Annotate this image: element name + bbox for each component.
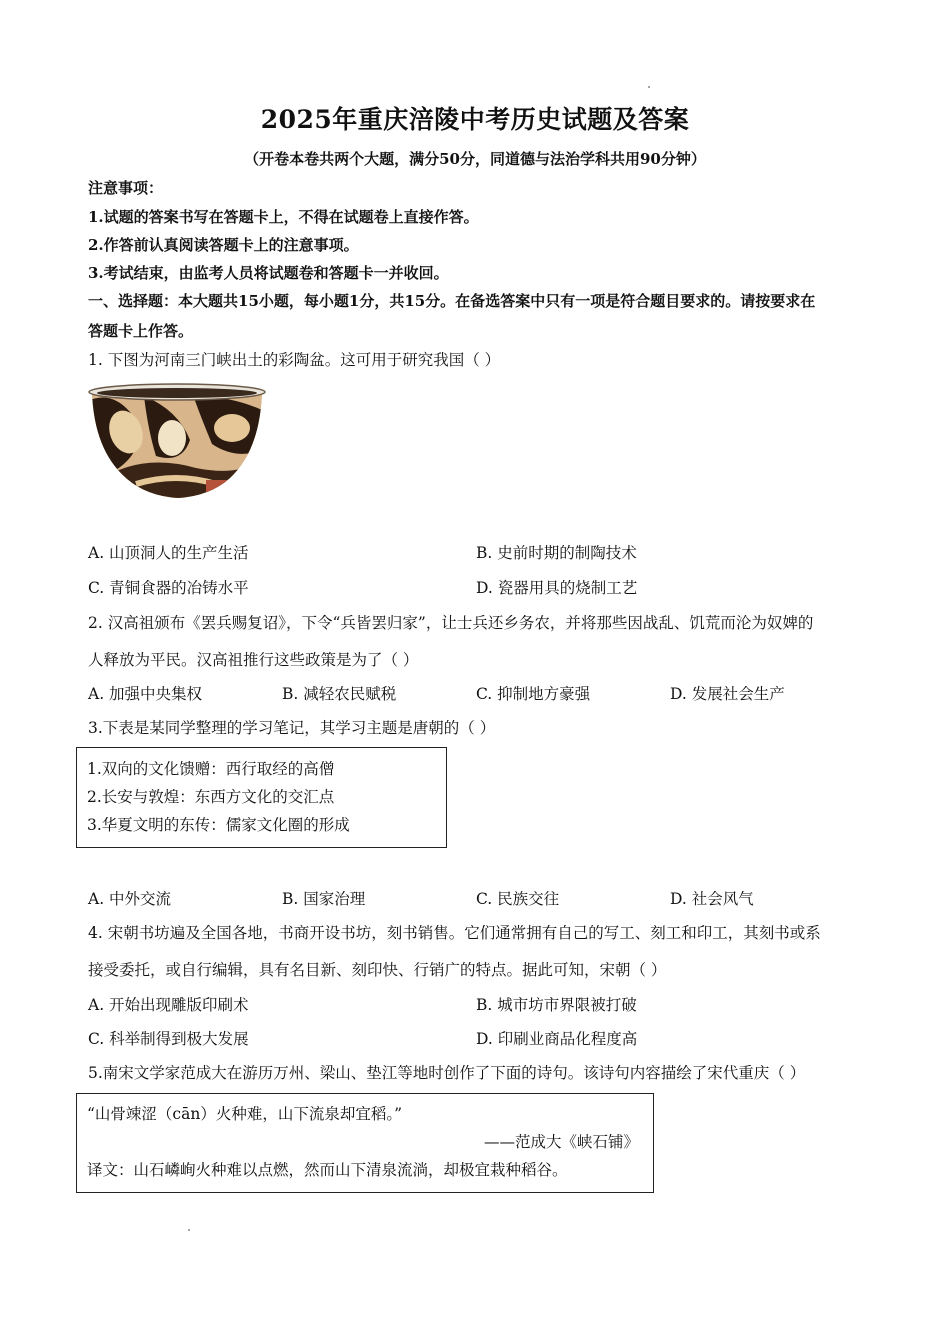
notice-item: 3.考试结束，由监考人员将试题卷和答题卡一并收回。 bbox=[88, 264, 449, 282]
q3-option-d: D. 社会风气 bbox=[670, 890, 754, 908]
q3-option-b: B. 国家治理 bbox=[282, 890, 366, 908]
question-1-stem: 1. 下图为河南三门峡出土的彩陶盆。这可用于研究我国（ ） bbox=[88, 351, 501, 369]
poem-text: “山骨竦涩（cān）火种难，山下流泉却宜稻。” bbox=[87, 1105, 403, 1123]
q2-option-b: B. 减轻农民赋税 bbox=[282, 685, 397, 703]
question-2-stem-cont: 人释放为平民。汉高祖推行这些政策是为了（ ） bbox=[88, 651, 419, 669]
poem-box bbox=[76, 1093, 654, 1193]
note-line: 1.双向的文化馈赠：西行取经的高僧 bbox=[87, 760, 335, 778]
notice-item: 2.作答前认真阅读答题卡上的注意事项。 bbox=[88, 236, 359, 254]
study-notes-box bbox=[76, 747, 447, 848]
q3-option-c: C. 民族交往 bbox=[476, 890, 560, 908]
q3-option-a: A. 中外交流 bbox=[88, 890, 172, 908]
section-heading: 一、选择题：本大题共15小题，每小题1分，共15分。在备选答案中只有一项是符合题目要求的。请按要求在 bbox=[88, 292, 816, 310]
poem-source: ——范成大《峡石铺》 bbox=[483, 1133, 639, 1151]
page-title: 2025年重庆涪陵中考历史试题及答案 bbox=[260, 105, 690, 134]
painted-pottery-basin-image bbox=[86, 380, 268, 504]
q1-option-b: B. 史前时期的制陶技术 bbox=[476, 544, 637, 562]
page-subtitle: （开卷本卷共两个大题，满分50分，同道德与法治学科共用90分钟） bbox=[244, 150, 706, 168]
question-5-stem: 5.南宋文学家范成大在游历万州、梁山、垫江等地时创作了下面的诗句。该诗句内容描绘了宋代重庆（ ） bbox=[88, 1064, 806, 1082]
scan-speck bbox=[188, 1229, 190, 1231]
section-heading-cont: 答题卡上作答。 bbox=[88, 322, 194, 340]
notice-heading: 注意事项： bbox=[88, 179, 164, 197]
q4-option-d: D. 印刷业商品化程度高 bbox=[476, 1030, 638, 1048]
poem-translation: 译文：山石嶙峋火种难以点燃，然而山下清泉流淌，却极宜栽种稻谷。 bbox=[87, 1161, 568, 1179]
q1-option-a: A. 山顶洞人的生产生活 bbox=[88, 544, 249, 562]
q4-option-c: C. 科举制得到极大发展 bbox=[88, 1030, 249, 1048]
q4-option-b: B. 城市坊市界限被打破 bbox=[476, 996, 637, 1014]
q2-option-c: C. 抑制地方豪强 bbox=[476, 685, 591, 703]
q4-option-a: A. 开始出现雕版印刷术 bbox=[88, 996, 249, 1014]
note-line: 3.华夏文明的东传：儒家文化圈的形成 bbox=[87, 816, 350, 834]
question-4-stem: 4. 宋朝书坊遍及全国各地，书商开设书坊，刻书销售。它们通常拥有自己的写工、刻工和印工，其刻书或系 bbox=[88, 924, 821, 942]
q1-option-d: D. 瓷器用具的烧制工艺 bbox=[476, 579, 638, 597]
question-4-stem-cont: 接受委托，或自行编辑，具有名目新、刻印快、行销广的特点。据此可知，宋朝（ ） bbox=[88, 961, 667, 979]
q2-option-a: A. 加强中央集权 bbox=[88, 685, 203, 703]
question-3-stem: 3.下表是某同学整理的学习笔记，其学习主题是唐朝的（ ） bbox=[88, 719, 496, 737]
scan-speck bbox=[648, 86, 650, 88]
notice-item: 1.试题的答案书写在答题卡上，不得在试题卷上直接作答。 bbox=[88, 208, 479, 226]
q1-option-c: C. 青铜食器的冶铸水平 bbox=[88, 579, 249, 597]
question-2-stem: 2. 汉高祖颁布《罢兵赐复诏》，下令“兵皆罢归家”，让士兵还乡务农，并将那些因战乱、饥荒而沦为奴婢的 bbox=[88, 614, 814, 632]
q2-option-d: D. 发展社会生产 bbox=[670, 685, 785, 703]
painted-pottery-basin-icon bbox=[86, 380, 268, 504]
note-line: 2.长安与敦煌：东西方文化的交汇点 bbox=[87, 788, 335, 806]
